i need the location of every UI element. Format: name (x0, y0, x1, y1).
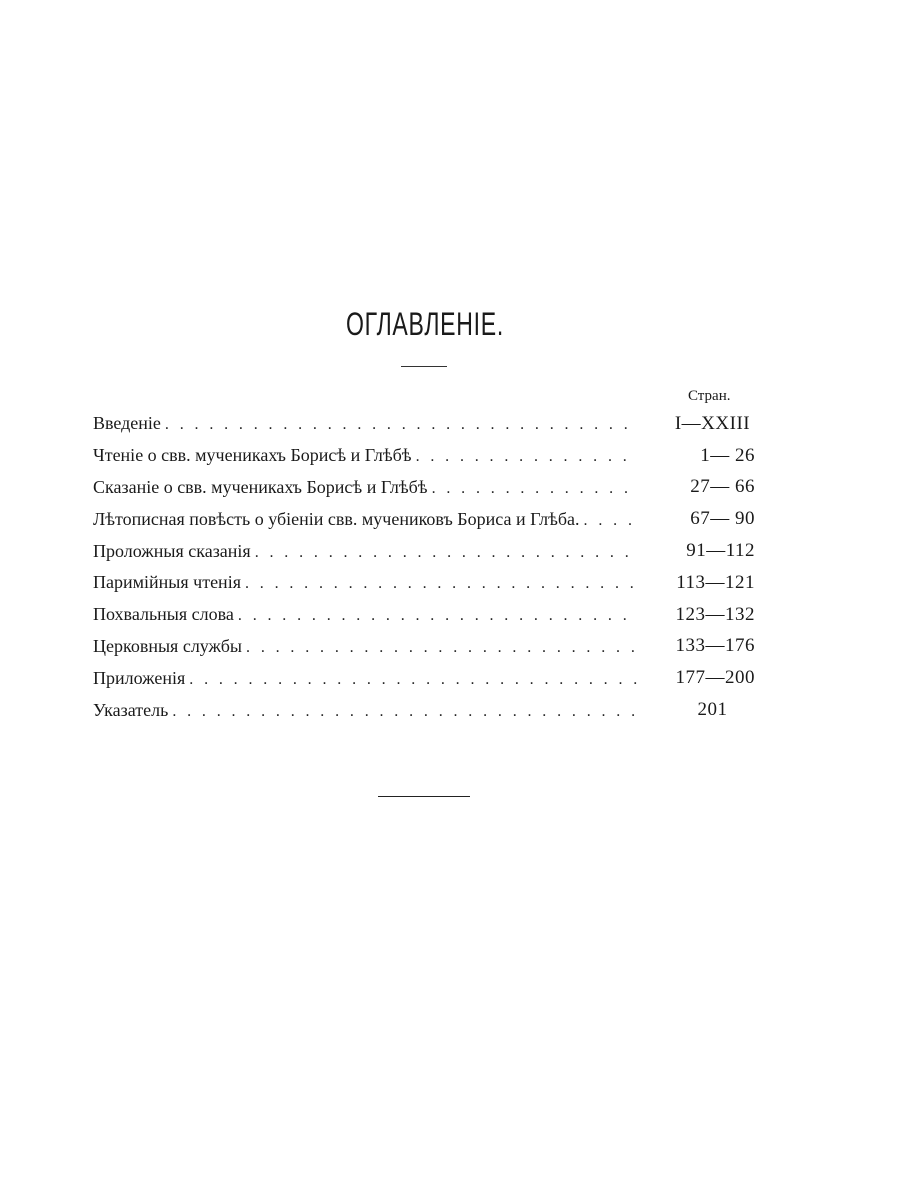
dot-leader (172, 703, 638, 721)
toc-entry-label: Лѣтописная повѣсть о убіеніи свв. мучениковъ Бориса и Глѣба. (93, 508, 580, 529)
dot-leader (246, 639, 638, 657)
toc-entry-pages: 67— 90 (690, 508, 755, 530)
toc-entry-services[interactable] (93, 631, 758, 663)
toc-entry-index[interactable] (93, 694, 758, 726)
toc-entry-chronicle[interactable] (93, 503, 758, 535)
closing-divider (378, 796, 470, 797)
pages-column-label: Стран. (688, 388, 731, 404)
toc-entry-introduction[interactable] (93, 408, 758, 440)
dot-leader (238, 607, 638, 625)
page-title: ОГЛАВЛЕНІЕ. (346, 306, 504, 342)
toc-entry-reading[interactable] (93, 440, 758, 472)
toc-entry-pages: 201 (697, 699, 728, 721)
title-divider (401, 366, 447, 367)
table-of-contents (93, 408, 758, 726)
dot-leader (165, 416, 638, 434)
toc-entry-pages: 133—176 (675, 635, 755, 657)
toc-entry-prologue[interactable] (93, 535, 758, 567)
toc-entry-pages: 27— 66 (690, 476, 755, 498)
toc-entry-label: Чтеніе о свв. мученикахъ Борисѣ и Глѣбѣ (93, 445, 412, 466)
dot-leader (584, 512, 638, 530)
toc-entry-pages: 1— 26 (700, 444, 755, 466)
dot-leader (255, 544, 638, 562)
toc-entry-label: Похвальныя слова (93, 604, 234, 625)
toc-entry-label: Сказаніе о свв. мученикахъ Борисѣ и Глѣбѣ (93, 476, 428, 497)
dot-leader (189, 671, 638, 689)
dot-leader (416, 448, 638, 466)
toc-entry-pages: I—XXIII (674, 412, 751, 434)
toc-entry-label: Проложныя сказанія (93, 540, 251, 561)
toc-entry-label: Паримійныя чтенія (93, 572, 241, 593)
toc-entry-paremia[interactable] (93, 567, 758, 599)
toc-entry-appendices[interactable] (93, 662, 758, 694)
toc-entry-pages: 91—112 (686, 540, 755, 562)
toc-entry-label: Указатель (93, 699, 169, 720)
toc-entry-eulogies[interactable] (93, 599, 758, 631)
toc-entry-label: Приложенія (93, 667, 186, 688)
toc-entry-pages: 123—132 (675, 603, 755, 625)
dot-leader (245, 575, 638, 593)
toc-entry-label: Церковныя службы (93, 635, 243, 656)
dot-leader (432, 480, 638, 498)
toc-entry-label: Введеніе (93, 413, 161, 434)
toc-entry-pages: 177—200 (675, 667, 755, 689)
toc-entry-pages: 113—121 (676, 571, 755, 593)
toc-entry-legend[interactable] (93, 472, 758, 504)
